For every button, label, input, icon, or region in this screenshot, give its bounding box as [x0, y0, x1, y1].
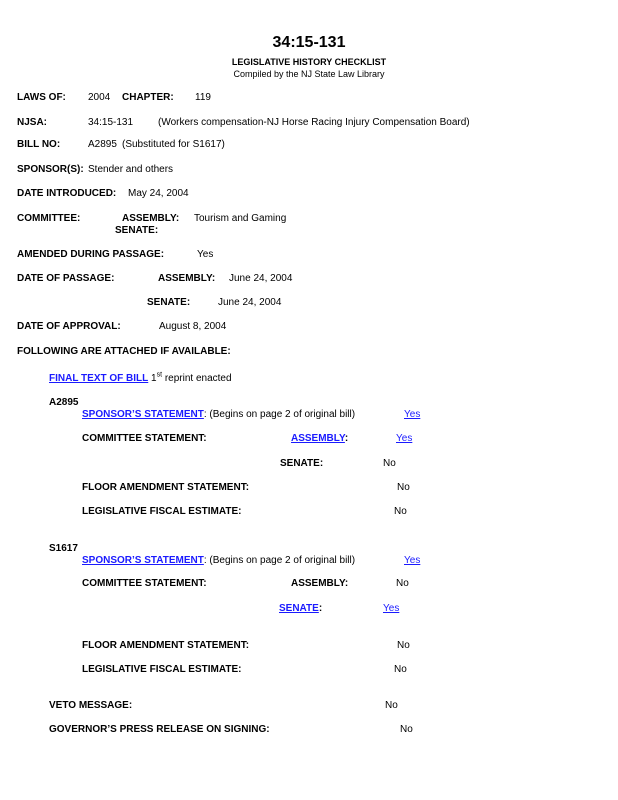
reprint-text: reprint enacted [162, 373, 232, 384]
committee-label: COMMITTEE: [17, 213, 81, 224]
committee-assembly-label: ASSEMBLY: [122, 213, 180, 224]
njsa-description: (Workers compensation-NJ Horse Racing Injury Compensation Board) [158, 117, 470, 128]
s1617-senate-row [279, 603, 322, 615]
sponsors-label: SPONSOR(S): [17, 164, 84, 175]
a2895-sponsor-statement-note: : (Begins on page 2 of original bill) [203, 409, 356, 420]
veto-message-value: No [385, 700, 398, 711]
attached-heading: FOLLOWING ARE ATTACHED IF AVAILABLE: [17, 346, 231, 357]
date-of-approval-value: August 8, 2004 [159, 321, 227, 332]
a2895-assembly-row [291, 433, 348, 445]
final-text-row [49, 373, 232, 385]
committee-senate-label: SENATE: [115, 225, 159, 236]
passage-senate-value: June 24, 2004 [218, 297, 282, 308]
chapter-label: CHAPTER: [122, 92, 174, 103]
laws-of-value: 2004 [88, 92, 111, 103]
chapter-value: 119 [195, 92, 211, 103]
a2895-sponsor-statement-yes-link[interactable]: Yes [404, 409, 421, 420]
reprint-ordinal: st [156, 371, 163, 379]
passage-senate-label: SENATE: [147, 297, 191, 308]
njsa-value: 34:15-131 [88, 117, 134, 128]
s1617-label: S1617 [49, 543, 78, 554]
s1617-sponsor-statement-row [82, 555, 355, 567]
page-subtitle: LEGISLATIVE HISTORY CHECKLIST [231, 57, 387, 67]
bill-no-note: (Substituted for S1617) [122, 139, 225, 150]
s1617-senate-colon: : [318, 603, 323, 614]
s1617-floor-amendment-label: FLOOR AMENDMENT STATEMENT: [82, 640, 250, 651]
s1617-senate-yes-link[interactable]: Yes [383, 603, 400, 614]
amended-value: Yes [197, 249, 214, 260]
s1617-sponsor-statement-yes-link[interactable]: Yes [404, 555, 421, 566]
bill-no-value: A2895 [88, 139, 117, 150]
s1617-sponsor-statement-link[interactable]: SPONSOR’S STATEMENT [82, 555, 204, 566]
press-release-label: GOVERNOR’S PRESS RELEASE ON SIGNING: [49, 724, 270, 735]
njsa-label: NJSA: [17, 117, 48, 128]
s1617-assembly-value: No [396, 578, 409, 589]
final-text-link[interactable]: FINAL TEXT OF BILL [49, 373, 149, 384]
compiled-by: Compiled by the NJ State Law Library [233, 69, 385, 79]
date-of-approval-label: DATE OF APPROVAL: [17, 321, 121, 332]
a2895-assembly-link[interactable]: ASSEMBLY [291, 433, 345, 444]
sponsors-value: Stender and others [88, 164, 174, 175]
s1617-sponsor-statement-note: : (Begins on page 2 of original bill) [203, 555, 356, 566]
s1617-fiscal-estimate-label: LEGISLATIVE FISCAL ESTIMATE: [82, 664, 242, 675]
date-of-passage-label: DATE OF PASSAGE: [17, 273, 115, 284]
veto-message-label: VETO MESSAGE: [49, 700, 133, 711]
s1617-assembly-label: ASSEMBLY: [291, 578, 349, 589]
s1617-fiscal-estimate-value: No [394, 664, 407, 675]
passage-assembly-value: June 24, 2004 [229, 273, 293, 284]
s1617-committee-statement-label: COMMITTEE STATEMENT: [82, 578, 207, 589]
a2895-floor-amendment-value: No [397, 482, 410, 493]
passage-assembly-label: ASSEMBLY: [158, 273, 216, 284]
a2895-senate-label: SENATE: [280, 458, 324, 469]
press-release-value: No [400, 724, 413, 735]
s1617-floor-amendment-value: No [397, 640, 410, 651]
a2895-committee-statement-label: COMMITTEE STATEMENT: [82, 433, 207, 444]
a2895-assembly-yes-link[interactable]: Yes [396, 433, 413, 444]
a2895-sponsor-statement-link[interactable]: SPONSOR’S STATEMENT [82, 409, 204, 420]
date-introduced-label: DATE INTRODUCED: [17, 188, 117, 199]
laws-of-label: LAWS OF: [17, 92, 66, 103]
a2895-fiscal-estimate-label: LEGISLATIVE FISCAL ESTIMATE: [82, 506, 242, 517]
bill-no-label: BILL NO: [17, 139, 61, 150]
page-title: 34:15-131 [272, 34, 346, 51]
a2895-assembly-colon: : [344, 433, 349, 444]
a2895-sponsor-statement-row [82, 409, 355, 421]
s1617-senate-link[interactable]: SENATE [279, 603, 319, 614]
date-introduced-value: May 24, 2004 [128, 188, 189, 199]
a2895-fiscal-estimate-value: No [394, 506, 407, 517]
a2895-label: A2895 [49, 397, 79, 408]
committee-assembly-value: Tourism and Gaming [194, 213, 287, 224]
a2895-senate-value: No [383, 458, 396, 469]
amended-label: AMENDED DURING PASSAGE: [17, 249, 165, 260]
reprint-number: 1 [151, 373, 157, 384]
a2895-floor-amendment-label: FLOOR AMENDMENT STATEMENT: [82, 482, 250, 493]
